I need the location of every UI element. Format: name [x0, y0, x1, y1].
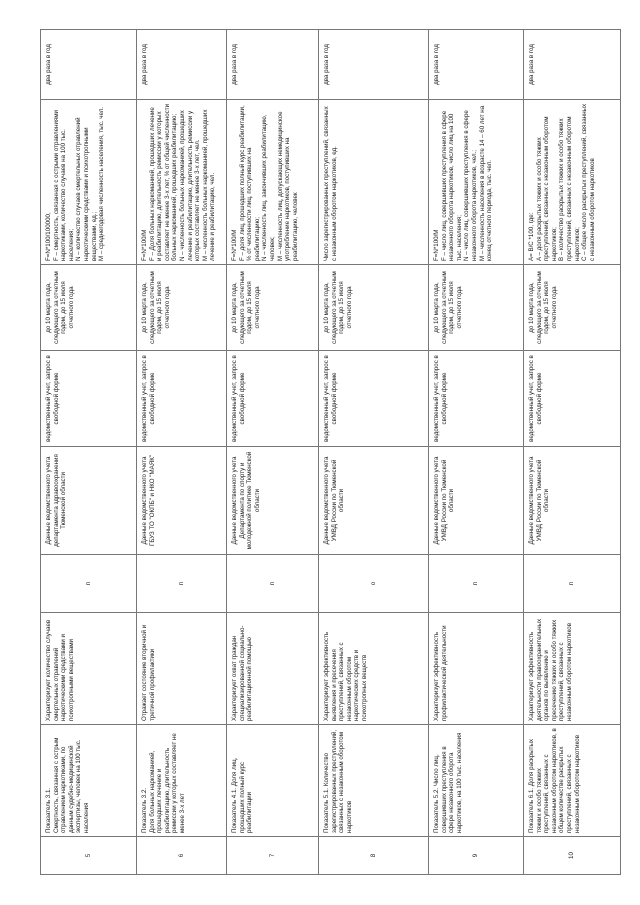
method-cell: ведомственный учет, запрос в свободной форме: [227, 351, 319, 447]
table-row: [524, 30, 621, 875]
deadline-cell: до 10 марта года, следующего за отчетным годом, до 15 июля отчетного года: [41, 265, 137, 351]
method-cell: ведомственный учет, запрос в свободной форме: [41, 351, 137, 447]
formula-cell: F=N*100/100000, F – смертность, связанная с острыми отравлениями наркотиками, количество случаев на 100 тыс. населения; N – количество случаев смертельных отравлений наркотическими средствами и психотропными веществами, ед.; M – среднегодовая численность населения, тыс. чел.: [41, 100, 137, 265]
characteristic-cell: Характеризует количество случаев смертельных отравлений наркотическими средствами и психотропными веществами: [41, 613, 137, 725]
formula-cell: F=N*100/M F – Доля больных наркоманией, прошедших лечение и реабилитацию, длительность ремиссии у которых составляет не менее 3-х лет, % от общей численности больных наркоманией, прошедших реабилитацию; N – численность больных наркоманией, прошедших лечение и реабилитацию, длительность ремиссии у которых составляет не менее 3-х лет, чел. M – численность больных наркоманией, прошедших лечение и реабилитацию, чел.: [137, 100, 227, 265]
frequency-cell: два раза в год: [137, 30, 227, 100]
deadline-cell: до 10 марта года, следующего за отчетным годом, до 15 июля отчетного года: [524, 265, 621, 351]
rotated-page: [40, 30, 620, 875]
table-row: [137, 30, 227, 875]
indicator-cell: Показатель 5.1. Количество зарегистрированных преступлений, связанных с незаконным оборотом наркотиков: [319, 725, 429, 837]
deadline-cell: до 10 марта года, следующего за отчетным годом, до 15 июля отчетного года: [319, 265, 429, 351]
table-row: [227, 30, 319, 875]
frequency-cell: два раза в год: [524, 30, 621, 100]
characteristic-cell: Характеризует эффективность профилактической деятельности: [429, 613, 524, 725]
frequency-cell: два раза в год: [41, 30, 137, 100]
formula-cell: F=N*100/M F – доля лиц, прошедших полный курс реабилитации, % от численности лиц, поступивших на реабилитацию; N – численность лиц, закончивших реабилитацию, человек; M – численность лиц, допускающих немедицинское употребление наркотиков, поступивших на реабилитацию, человек: [227, 100, 319, 265]
method-cell: ведомственный учет, запрос в свободной форме: [137, 351, 227, 447]
row-number: 5: [41, 837, 137, 875]
source-cell: Данные ведомственного учета УМВД России по Тюменской области: [524, 447, 621, 555]
source-cell: Данные ведомственного учета ГБУЗ ТО "ОКПБ" и НКО "МАЯК": [137, 447, 227, 555]
method-cell: ведомственный учет, запрос в свободной форме: [524, 351, 621, 447]
indicator-cell: Показатель 5.2. Число лиц, совершивших преступления в сфере незаконного оборота наркотиков, на 100 тыс. населения: [429, 725, 524, 837]
table-row: [319, 30, 429, 875]
unit-cell: п: [227, 555, 319, 613]
indicator-cell: Показатель 3.1. Смертность, связанная с острым отравлением наркотиками, по данным судебно-медицинской экспертизы, человек на 100 тыс. населения: [41, 725, 137, 837]
characteristic-cell: Отражает состояние вторичной и третичной профилактики: [137, 613, 227, 725]
unit-cell: п: [524, 555, 621, 613]
deadline-cell: до 10 марта года, следующего за отчетным годом, до 15 июля отчетного года: [137, 265, 227, 351]
indicator-cell: Показатель 6.1. Доля раскрытых тяжких и особо тяжких преступлений, связанных с незаконным оборотом наркотиков, в общем количестве раскрытых преступлений, связанных с незаконным оборотом наркотиков: [524, 725, 621, 837]
unit-cell: п: [137, 555, 227, 613]
indicator-cell: Показатель 4.1. Доля лиц, прошедших полный курс реабилитации: [227, 725, 319, 837]
frequency-cell: два раза в год: [319, 30, 429, 100]
formula-cell: F=N*100/M F – число лиц, совершивших преступления в сфере незаконного оборота наркотиков, число лиц на 100 тыс. населения; N – число лиц, совершивших преступления в сфере незаконного оборота наркотиков, чел.; M – численность населения в возрасте 14 – 60 лет на конец отчетного периода, тыс. чел.: [429, 100, 524, 265]
table-row: [41, 30, 137, 875]
source-cell: Данные ведомственного учета департамента здравоохранения Тюменской области: [41, 447, 137, 555]
characteristic-cell: Характеризует эффективность выявления и пресечения преступлений, связанных с незаконным оборотом наркотических средств и психотропных веществ: [319, 613, 429, 725]
row-number: 6: [137, 837, 227, 875]
row-number: 9: [429, 837, 524, 875]
deadline-cell: до 10 марта года, следующего за отчетным годом, до 15 июля отчетного года: [429, 265, 524, 351]
row-number: 8: [319, 837, 429, 875]
unit-cell: о: [319, 555, 429, 613]
unit-cell: п: [41, 555, 137, 613]
indicators-table: [40, 29, 621, 875]
frequency-cell: два раза в год: [227, 30, 319, 100]
row-number: 7: [227, 837, 319, 875]
indicator-cell: Показатель 3.2. Доля больных наркоманией, прошедших лечение и реабилитацию, длительность ремиссии у которых составляет не менее 3-х лет: [137, 725, 227, 837]
deadline-cell: до 10 марта года, следующего за отчетным годом, до 15 июля отчетного года: [227, 265, 319, 351]
formula-cell: A= В/С *100, где: A – доля раскрытых тяжких и особо тяжких преступлений, связанных с незаконным оборотом наркотиков; В – количество раскрытых тяжких и особо тяжких преступлений, связанных с незаконным оборотом наркотиков; С – общее число раскрытых преступлений, связанных с незаконным оборотом наркотиков: [524, 100, 621, 265]
table-row: [429, 30, 524, 875]
method-cell: ведомственный учет, запрос в свободной форме: [319, 351, 429, 447]
source-cell: Данные ведомственного учета УМВД России по Тюменской области: [429, 447, 524, 555]
characteristic-cell: Характеризует охват граждан специализированной социально-реабилитационной помощью: [227, 613, 319, 725]
formula-cell: Число зарегистрированных преступлений, связанных с незаконным оборотом наркотиков, ед.: [319, 100, 429, 265]
source-cell: Данные ведомственного учета УМВД России по Тюменской области: [319, 447, 429, 555]
method-cell: ведомственный учет, запрос в свободной форме: [429, 351, 524, 447]
characteristic-cell: Характеризует эффективность деятельности правоохранительных органов по выявлению и пресечению тяжких и особо тяжких преступлений, связанных с незаконным оборотом наркотиков: [524, 613, 621, 725]
unit-cell: п: [429, 555, 524, 613]
source-cell: Данные ведомственного учета Департамента по спорту и молодежной политике Тюменской области: [227, 447, 319, 555]
row-number: 10: [524, 837, 621, 875]
frequency-cell: два раза в год: [429, 30, 524, 100]
